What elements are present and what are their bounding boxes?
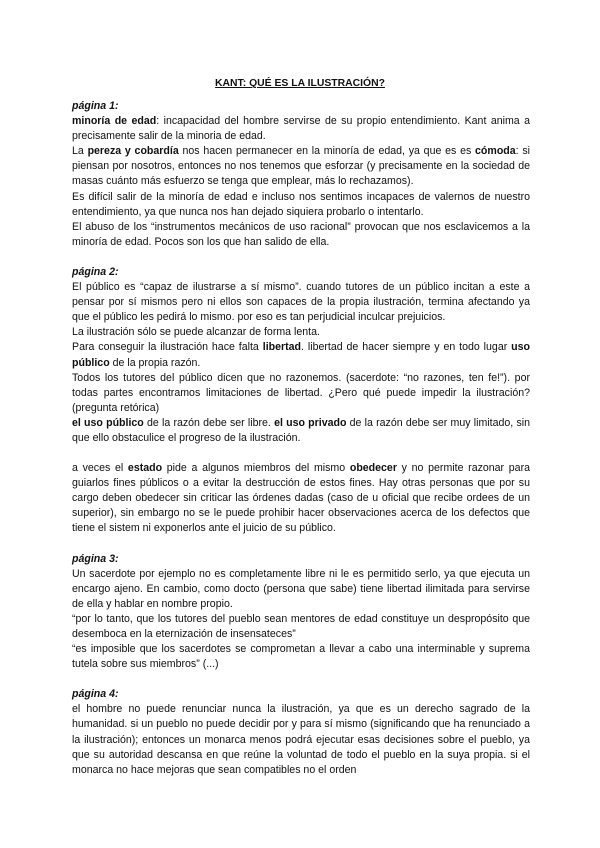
paragraph: La ilustración sólo se puede alcanzar de forma lenta. xyxy=(72,326,320,339)
bold-term: pereza y cobardía xyxy=(87,145,179,158)
paragraph: a veces el estado pide a algunos miembros del mismo obedecer y no permite razonar para guiarlos fines públicos o a evitar la destrucción de estos fines. Hay otras personas que por su cargo deben obedecer sin criticar las órdenes dadas (caso de u oficial que recibe ordees de un superior), sin embargo no se le puede prohibir hacer observaciones acerca de los defectos que tiene el sistem ni exponerlos ante el juicio de su público. xyxy=(72,462,530,535)
section-heading: página 2: xyxy=(72,265,119,278)
bold-term: libertad xyxy=(262,341,302,354)
section-spacer xyxy=(72,672,530,687)
paragraph: Todos los tutores del público dicen que no razonemos. (sacerdote: “no razones, ten fe!”). por todas partes encontramos limitaciones de libertad. ¿Pero qué puede impedir la ilustración? (pregunta retórica) xyxy=(72,371,530,414)
section-heading: página 1: xyxy=(72,100,119,112)
paragraph: Es difícil salir de la minoría de edad e incluso nos sentimos incapaces de valernos de nuestro entendimiento, ya que nunca nos han dejado siquiera probarlo o intentarlo. xyxy=(72,190,530,218)
section-heading: página 4: xyxy=(72,688,119,701)
paragraph: Para conseguir la ilustración hace falta libertad. libertad de hacer siempre y en todo lugar uso público de la propia razón. xyxy=(72,341,531,369)
bold-term: uso público xyxy=(72,341,531,369)
document-body xyxy=(72,99,530,778)
bold-term: minoría de edad xyxy=(72,115,157,128)
paragraph: El abuso de los “instrumentos mecánicos de uso racional” provocan que nos esclavicemos a la minoría de edad. Pocos son los que han salido de ella. xyxy=(72,220,530,248)
paragraph: “por lo tanto, que los tutores del pueblo sean mentores de edad constituye un despropósito que desemboca en la eternización de insensateces” xyxy=(72,612,530,640)
bold-term: el uso público xyxy=(72,416,144,429)
bold-term: cómoda xyxy=(475,145,516,158)
bold-term: obedecer xyxy=(349,462,397,475)
bold-term: estado xyxy=(127,462,163,475)
section-heading: página 3: xyxy=(72,552,119,565)
paragraph: minoría de edad: incapacidad del hombre servirse de su propio entendimiento. Kant anima a precisamente salir de la minoria de edad. xyxy=(72,115,530,143)
paragraph: El público es “capaz de ilustrarse a sí mismo”. cuando tutores de un público incitan a este a pensar por sí mismos pero ni ellos son capaces de la propia ilustración, termina afectando ya que el público les pedirá lo mismo. por eso es tan perjudicial inculcar prejuicios. xyxy=(72,281,530,324)
bold-term: el uso privado xyxy=(274,416,347,429)
paragraph: el hombre no puede renunciar nunca la ilustración, ya que es un derecho sagrado de la humanidad. si un pueblo no puede decidir por y para sí mismo (significando que ha renunciado a la ilustración); entonces un monarca menos podrá ejecutar esas decisiones sobre el pueblo, ya que su autoridad descansa en que reúne la voluntad de todo el pueblo en la suya propia. si el monarca no hace mejoras que sean compatibles no el orden xyxy=(72,703,530,776)
paragraph: el uso público de la razón debe ser libre. el uso privado de la razón debe ser muy limitado, sin que ello obstaculice el progreso de la ilustración. xyxy=(72,416,530,444)
paragraph: Un sacerdote por ejemplo no es completamente libre ni le es permitido serlo, ya que ejecuta un encargo ajeno. En cambio, como docto (persona que sabe) tiene libertad ilimitada para servirse de ella y hablar en nombre propio. xyxy=(72,567,530,610)
section-spacer xyxy=(72,250,530,265)
paragraph-spacer xyxy=(72,446,530,461)
paragraph: La pereza y cobardía nos hacen permanecer en la minoría de edad, ya que es es cómoda: si piensan por nosotros, entonces no nos tenemos que esforzar (y precisamente en la sociedad de masas cuánto más esfuerzo se tenga que emplear, más lo rechazamos). xyxy=(72,145,531,188)
paragraph: “es imposible que los sacerdotes se comprometan a llevar a cabo una interminable y suprema tutela sobre sus miembros” (...) xyxy=(72,643,530,671)
section-spacer xyxy=(72,537,530,552)
document-title: KANT: QUÉ ES LA ILUSTRACIÓN? xyxy=(215,78,385,89)
